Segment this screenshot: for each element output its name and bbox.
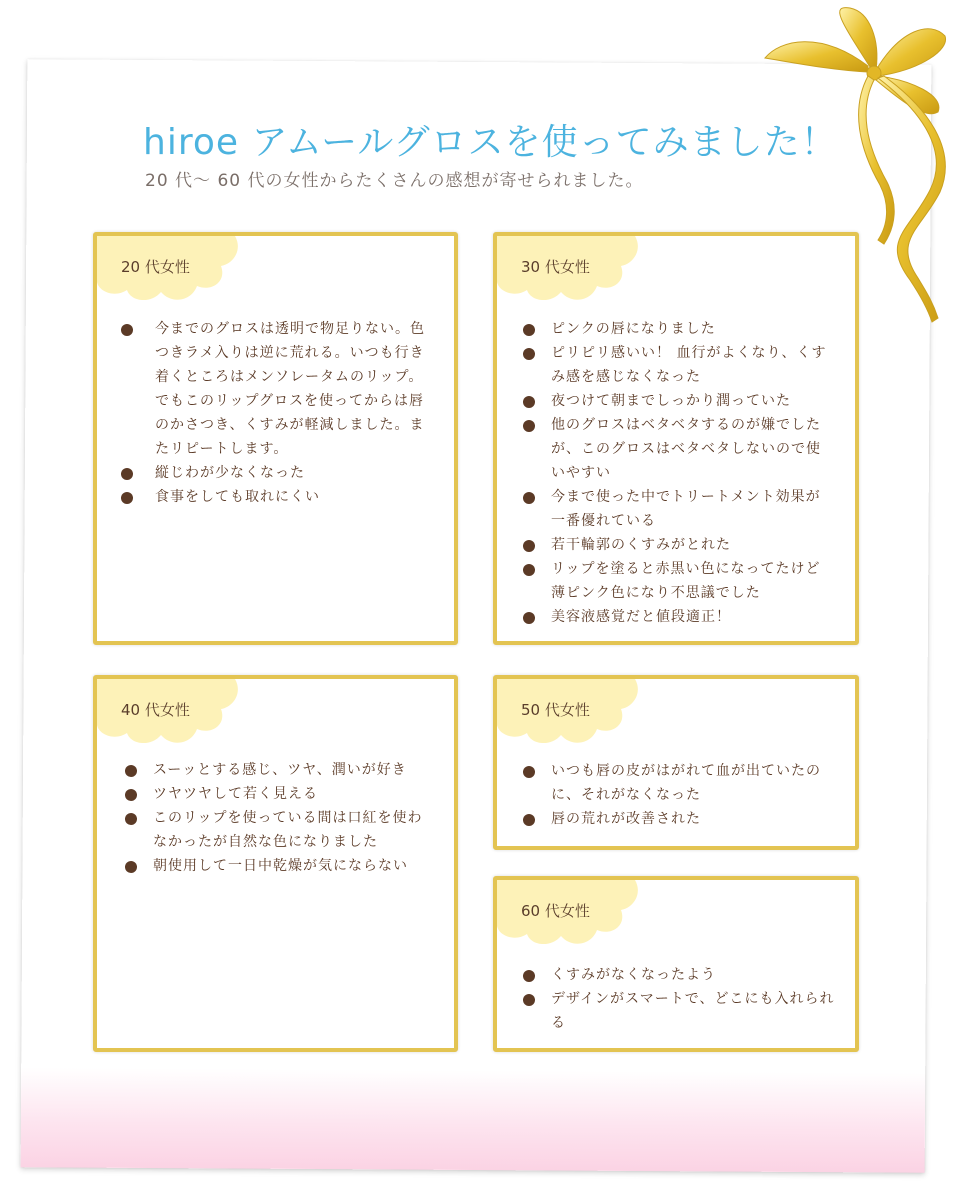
- card-60s: [493, 876, 859, 1052]
- list-item: くすみがなくなったよう: [521, 963, 835, 987]
- card-40s: [93, 675, 458, 1052]
- list-item: デザインがスマートで、どこにも入れられる: [521, 987, 835, 1035]
- card-title: 60 代女性: [521, 902, 590, 920]
- card-title: 30 代女性: [521, 258, 590, 276]
- review-list: [521, 759, 835, 831]
- list-item: 今まで使った中でトリートメント効果が一番優れている: [521, 485, 835, 533]
- list-item: 他のグロスはベタベタするのが嫌でしたが、このグロスはベタベタしないので使いやすい: [521, 413, 835, 485]
- card-20s: [93, 232, 458, 645]
- page-subtitle: 20 代〜 60 代の女性からたくさんの感想が寄せられました。: [145, 171, 644, 191]
- list-item: ピンクの唇になりました: [521, 317, 835, 341]
- review-list: [123, 758, 435, 878]
- card-title: 40 代女性: [121, 701, 190, 719]
- list-item: このリップを使っている間は口紅を使わなかったが自然な色になりました: [123, 806, 435, 854]
- list-item: 唇の荒れが改善された: [521, 807, 835, 831]
- card-30s: [493, 232, 859, 645]
- card-50s: [493, 675, 859, 850]
- list-item: 若干輪郭のくすみがとれた: [521, 533, 835, 557]
- review-list: [521, 317, 835, 629]
- review-list: [521, 963, 835, 1035]
- list-item: 夜つけて朝までしっかり潤っていた: [521, 389, 835, 413]
- page-title: hiroe アムールグロスを使ってみました！: [143, 122, 838, 163]
- list-item: 朝使用して一日中乾燥が気にならない: [123, 854, 435, 878]
- list-item: ツヤツヤして若く見える: [123, 782, 435, 806]
- list-item: スーッとする感じ、ツヤ、潤いが好き: [123, 758, 435, 782]
- review-list: [119, 317, 434, 509]
- list-item: 食事をしても取れにくい: [119, 485, 434, 509]
- list-item: 美容液感覚だと値段適正！: [521, 605, 835, 629]
- list-item: 今までのグロスは透明で物足りない。色つきラメ入りは逆に荒れる。いつも行き着くところはメンソレータムのリップ。でもこのリップグロスを使ってからは唇のかさつき、くすみが軽減しました。またリピートします。: [119, 317, 434, 461]
- list-item: リップを塗ると赤黒い色になってたけど薄ピンク色になり不思議でした: [521, 557, 835, 605]
- list-item: ピリピリ感いい！ 血行がよくなり、くすみ感を感じなくなった: [521, 341, 835, 389]
- card-title: 50 代女性: [521, 701, 590, 719]
- list-item: 縦じわが少なくなった: [119, 461, 434, 485]
- list-item: いつも唇の皮がはがれて血が出ていたのに、それがなくなった: [521, 759, 835, 807]
- card-title: 20 代女性: [121, 258, 190, 276]
